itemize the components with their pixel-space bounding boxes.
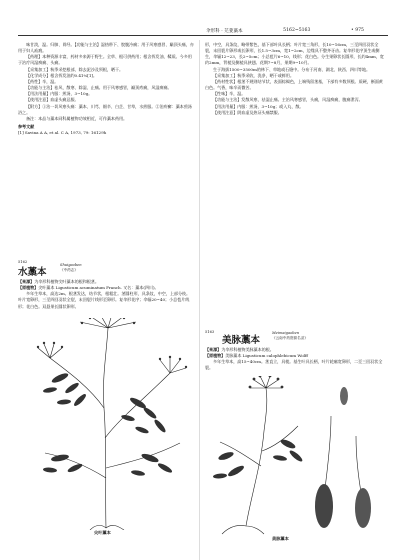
entry-number: 5162 xyxy=(18,260,28,264)
left-column-text xyxy=(18,42,194,136)
paragraph: 【功能与主治】发散风寒，祛湿止痛。主治风寒感冒，头痛，风湿痹痛，腹痛泄泻。 xyxy=(213,97,363,103)
header-rule xyxy=(18,35,388,36)
paragraph: 味甘淡，温。归肺、胃经。【功能与主治】湿热带下、脘腹冷痛；用于风寒感冒、巅顶头痛，亦用于妇人疝瘕。 xyxy=(18,42,194,54)
entry2-text xyxy=(205,347,385,372)
header-page-number: • 975 xyxy=(351,28,364,33)
entry-synonym: 《中药志》 xyxy=(60,268,78,272)
source-label: 【来源】 xyxy=(205,347,222,352)
column-divider xyxy=(199,40,200,560)
plant-illustration xyxy=(20,318,192,530)
paragraph: 【用法用量】内服：煎汤，3~10g。 xyxy=(26,91,93,97)
entry-title: 水藁本 xyxy=(18,267,47,278)
header-category: 伞形科 · 芫荽藁本 xyxy=(206,29,243,34)
illustration-caption: 美脉藁本 xyxy=(272,536,289,541)
entry-synonym: 《云南中药资源名录》 xyxy=(272,336,308,340)
right-column-text xyxy=(205,42,385,116)
plant-label: 【原植物】 xyxy=(205,353,226,359)
paragraph: 【药材性状】根茎不规则结节状，表面棕褐色，上端残留茎基，下部有多数须根。质硬，断面黄白色。气香，味辛而微苦。 xyxy=(205,78,383,91)
entry-pinyin: Meimaigaoben xyxy=(272,331,300,335)
paragraph: 生于海拔1500~3500m的林下、草地或石缝中。分布于河南、湖北、陕西、四川等地。 xyxy=(213,66,371,72)
entry-title: 美脉藁本 xyxy=(222,335,261,346)
plant-illustration xyxy=(206,376,384,536)
paragraph: 【采集加工】秋季采收，洗净，晒干或鲜用。 xyxy=(213,72,294,78)
paragraph: 【药性】辛，温。 xyxy=(26,78,59,84)
paragraph: 【化学成分】根含挥发油约0.41%[1]。 xyxy=(26,72,97,78)
running-header xyxy=(206,28,364,34)
description-text: 多年生草本，高15~40cm。茎直立，具棱。基生叶具长柄，叶片轮廓宽卵形，二至三回羽状全裂。 xyxy=(205,359,383,371)
header-range: 5162~5163 xyxy=(283,28,311,33)
paragraph: 【采集加工】秋季采挖根部，除去泥沙及须根，晒干。 xyxy=(26,66,124,72)
paragraph: 【使用注意】阴血虚及热证头痛禁服。 xyxy=(213,109,282,115)
entry1-text xyxy=(18,279,194,310)
paragraph: 形，中空，具条纹，略带紫色，基下部叶具长柄；叶片宽三角形，长10~16cm，三至四回羽状全裂，末回裂片卵形或长卵形，长1.5~3cm，宽1~2cm，边缘具不整齐牙齿。复伞形花序顶生或侧生，伞辐12~23，长2~5cm；小总苞片6~10，线形；花白色。分生果卵状长圆形，长约4mm，宽约2mm，背棱及侧棱具狭翅。花期7~8月，果期9~10月。 xyxy=(205,42,384,66)
illustration-caption: 尖叶藁本 xyxy=(94,530,111,535)
plant-text: 尖叶藁本 Ligusticum acuminatum Franch. 又名：藁本(四川)。 xyxy=(38,285,159,291)
entry-pinyin: Shuigaoben xyxy=(60,263,82,267)
paragraph: 【用法用量】内服：煎汤，3~10g；或入丸、散。 xyxy=(213,103,304,109)
references-heading: 参考文献 xyxy=(18,124,35,130)
source-label: 【来源】 xyxy=(18,279,35,284)
paragraph: 【功能与主治】祛风、散寒、除湿、止痛。用于风寒感冒，巅顶疼痛，风湿痹痛。 xyxy=(26,85,172,91)
source-text: 为伞形科植物尖叶藁本的根和根茎。 xyxy=(34,279,99,284)
description-text: 多年生草本，高达2m。根茎发达，结节状，根粗壮。茎圆柱形，具条纹，中空，上部分枝。叶片宽卵形，三至四回羽状全裂，末回裂片线形至卵形。复伞形花序；伞辐20~40；小总苞片线形；花白色。双悬果长圆状卵形。 xyxy=(18,291,191,309)
paragraph: 【使用注意】血虚头痛忌服。 xyxy=(26,97,79,103)
source-text: 为伞形科植物美脉藁本的根。 xyxy=(221,347,274,352)
paragraph: 【附方】①治一切风寒头痛：藁本、川芎、细辛、白芷、甘草，水煎服。②治疥癣：藁本煎汤浴之。 xyxy=(18,103,192,115)
plant-text: 美脉藁本 Ligusticum calophlebicum Wolff xyxy=(225,353,308,359)
reference-item: [1] Savina A A, et al. C A, 1973, 79: 16129h xyxy=(18,130,107,136)
paragraph: 【药理】本种资源丰富，药材多来源于野生。全草、根可供药用；根含挥发油、鞣质。今多用于治疗风湿痹痛、头痛。 xyxy=(18,54,192,66)
paragraph: 备注：本品与藁本同科属植物功效相近，可作藁本药用。 xyxy=(26,115,128,121)
plant-label: 【原植物】 xyxy=(18,285,39,291)
entry-number: 5163 xyxy=(205,330,215,334)
paragraph: 【性味】辛，温。 xyxy=(213,91,246,97)
